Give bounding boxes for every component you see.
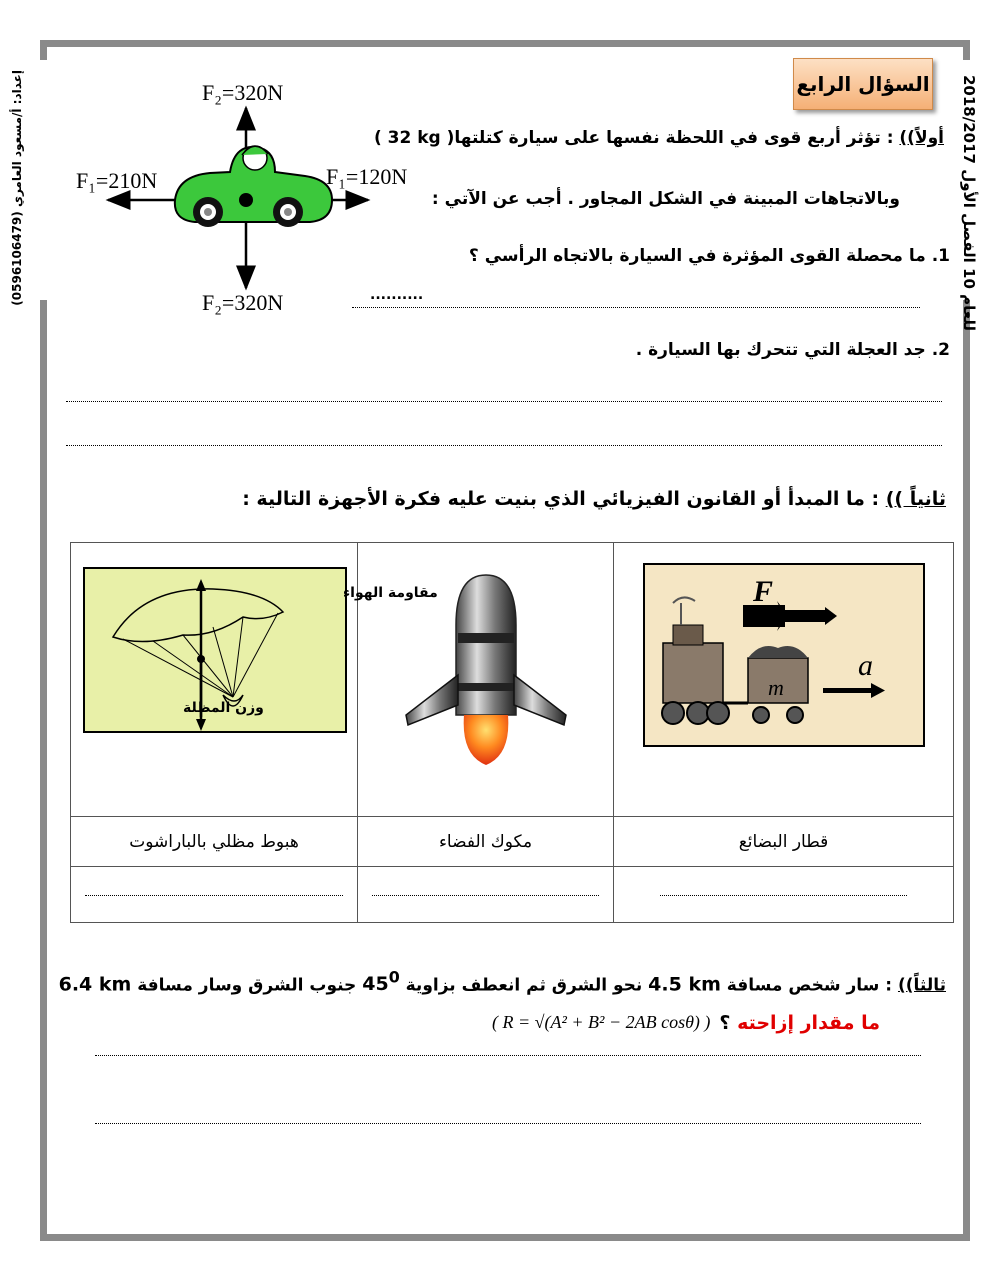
page-border-bottom xyxy=(40,1234,970,1241)
displacement-formula: ( R = √(A² + B² − 2AB cosθ) ) xyxy=(492,1012,711,1032)
devices-table xyxy=(70,542,954,923)
year-label: 2018/2017 للعام 10 الفصل الأول xyxy=(960,75,978,331)
force-f2-top-label: F₂=320N xyxy=(202,80,284,105)
car-force-diagram xyxy=(70,80,430,320)
answer-parachute[interactable] xyxy=(71,867,358,923)
parachute-icon xyxy=(83,567,438,733)
force-f-label: F xyxy=(752,574,773,608)
page-border-top xyxy=(40,40,970,47)
answer-line-3 xyxy=(66,444,942,446)
answer-line-5 xyxy=(95,1122,921,1124)
force-f2-bottom-label: F₂=320N xyxy=(202,290,284,315)
q1-item1-dots: .......... xyxy=(370,287,424,303)
section-title: السؤال الرابع xyxy=(793,58,933,110)
force-f1-right-label: F₁=120N xyxy=(326,164,408,189)
acceleration-a-label: a xyxy=(857,648,873,682)
q1-text-line1: أولاً)) : تؤثر أربع قوى في اللحظة نفسها على سيارة كتلتها( 32 kg ) xyxy=(373,128,944,148)
car-icon xyxy=(175,146,332,227)
space-shuttle-icon xyxy=(386,575,586,765)
answer-train[interactable] xyxy=(614,867,954,923)
parachute-cell xyxy=(71,543,438,817)
device-name-parachute: هبوط مظلي بالباراشوت xyxy=(71,817,358,867)
q1-item2: 2. جد العجلة التي تتحرك بها السيارة . xyxy=(635,340,950,360)
page-border-right xyxy=(963,300,970,1240)
author-credit: إعداد: أ/مسعود العامري (0596106479) xyxy=(10,70,24,306)
q2-text: ثانياً )) : ما المبدأ أو القانون الفيزيائي الذي بنيت عليه فكرة الأجهزة التالية : xyxy=(242,488,946,510)
device-name-shuttle: مكوك الفضاء xyxy=(358,817,614,867)
train-cell xyxy=(614,543,954,817)
mass-m-label: m xyxy=(767,674,784,700)
q1-text-line2: وبالاتجاهات المبينة في الشكل المجاور . أجب عن الآتي : xyxy=(431,189,900,209)
q1-item1: 1. ما محصلة القوى المؤثرة في السيارة بالاتجاه الرأسي ؟ xyxy=(468,246,950,266)
q3-text: ثالثاً)) : سار شخص مسافة 4.5 km نحو الشرق ثم انعطف بزاوية $45^0$ جنوب الشرق وسار مسافة 6.4 km xyxy=(58,968,946,996)
q3-question: ما مقدار إزاحته ؟ xyxy=(719,1012,880,1034)
device-name-train: قطار البضائع xyxy=(614,817,954,867)
answer-line-2 xyxy=(66,400,942,402)
freight-train-icon xyxy=(643,563,925,747)
parachute-weight-label: وزن المظلة xyxy=(183,699,264,716)
air-resistance-label: مقاومة الهواء xyxy=(343,584,438,601)
answer-line-1 xyxy=(352,306,920,308)
page-border-left-top xyxy=(40,40,47,60)
force-f1-left-label: F₁=210N xyxy=(76,168,158,193)
answer-line-4 xyxy=(95,1054,921,1056)
page-border-left xyxy=(40,300,47,1240)
answer-shuttle[interactable] xyxy=(358,867,614,923)
page-border-right-top xyxy=(963,40,970,60)
